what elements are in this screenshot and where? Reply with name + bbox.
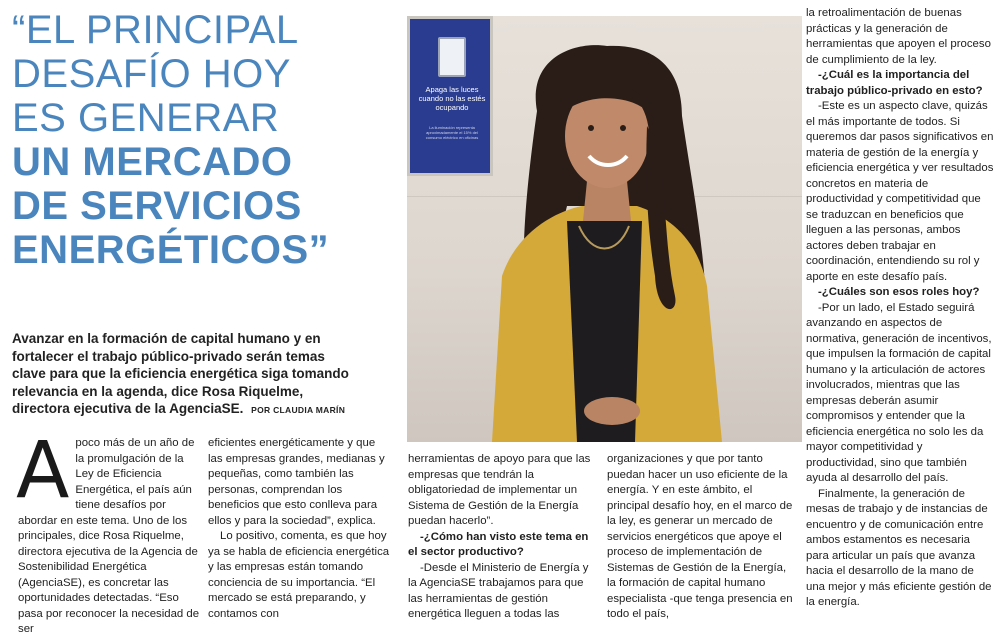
headline-line-1: “EL PRINCIPAL [12,8,299,52]
byline: POR CLAUDIA MARÍN [251,405,346,415]
col1-paragraph-1: poco más de un año de la promulgación de la Ley de Eficiencia Energética, el país aún tiene desafíos por abordar en este tema. Uno de los principales, dice Rosa Riquelme, directora ejecutiva de la Agencia de Sostenibilidad Energética (AgenciaSE), es concretar las oportunidades detectadas. “Eso pasa por reconocer la necesidad de ser [18,437,200,635]
headline-line-4: UN MERCADO [12,140,293,184]
article-deck [12,330,362,420]
portrait-photo [407,16,802,442]
headline-line-2: DESAFÍO HOY [12,52,291,96]
headline-line-6: ENERGÉTICOS” [12,228,330,272]
article-column-5 [806,6,994,611]
drop-cap: A [16,426,70,516]
deck-text: Avanzar en la formación de capital humano y en fortalecer el trabajo público-privado serán temas clave para que la eficiencia energética siga tomando relevancia en la agenda, dice Rosa Riquelme, directora ejecutiva de la AgenciaSE. [12,331,349,416]
col5-paragraph-4: Finalmente, la generación de mesas de trabajo y de instancias de encuentro y de comunicación entre ambos estamentos es necesaria para articular un país que avanza hacia el desarrollo de la mano de una mejor y más eficiente gestión de la energía. [806,487,992,608]
col4-paragraph-1: organizaciones y que por tanto puedan hacer un uso eficiente de la energía. Y en este ámbito, el principal desafío hoy, en el marco de la ley, es generar un mercado de servicios energéticos que apoye el proceso de implementación de Sistemas de Gestión de la Energía, la formación de capital humano especialista -que tenga presencia en todo el país, [607,453,793,620]
col5-paragraph-1: la retroalimentación de buenas prácticas y la generación de herramientas que apoyen el proceso de cumplimiento de la ley. [806,7,991,66]
col3-question-1: -¿Cómo han visto este tema en el sector productivo? [408,530,589,558]
article-column-3 [408,452,598,623]
col2-paragraph-2: Lo positivo, comenta, es que hoy ya se habla de eficiencia energética y las empresas están tomando conciencia de su importancia. “El mercado se está preparando, y contamos con [208,530,390,620]
headline-line-5: DE SERVICIOS [12,184,302,228]
col3-paragraph-2: -Desde el Ministerio de Energía y la AgenciaSE trabajamos para que las herramientas de gestión energética lleguen a todas las [408,561,589,620]
col5-paragraph-2: -Este es un aspecto clave, quizás el más importante de todos. Si queremos dar pasos significativos en materia de gestión de la energía y eficiencia energética y ver resultados concretos en materia de productividad y competitividad que se traduzcan en beneficios que lleguen a las personas, ambos actores deben trabajar en coordinación, entendiendo su rol y aporte en este desafío país. [806,100,994,283]
col2-paragraph-1: eficientes energéticamente y que las empresas grandes, medianas y pequeñas, como también las personas, comprendan los beneficios que esto conlleva para ellos y para la sociedad”, explica. [208,437,385,527]
article-column-4 [607,452,795,623]
col3-paragraph-1: herramientas de apoyo para que las empresas que tendrán la obligatoriedad de implementar un Sistema de Gestión de la Energía puedan hacerlo”. [408,453,591,527]
headline-line-3: ES GENERAR [12,96,280,140]
col5-paragraph-3: -Por un lado, el Estado seguirá avanzando en aspectos de normativa, generación de incentivos, que impulsen la formación de capital humano y la articulación de actores involucrados, mientras que las empresas deberán asumir compromisos y entender que la eficiencia energética no solo les da mayor competitividad y productividad, sino que también ayuda al desarrollo del país. [806,301,992,484]
poster-small-text: La iluminación representa aproximadamente el 15% del consumo eléctrico en oficinas [425,125,479,140]
headline [12,8,402,272]
article-column-2 [208,436,392,622]
poster-text: Apaga las luces cuando no las estés ocupando [418,85,486,112]
col5-question-2: -¿Cuáles son esos roles hoy? [818,286,980,298]
col5-question-1: -¿Cuál es la importancia del trabajo público-privado en esto? [806,69,983,97]
person-figure [407,16,802,442]
article-column-1 [16,426,200,638]
